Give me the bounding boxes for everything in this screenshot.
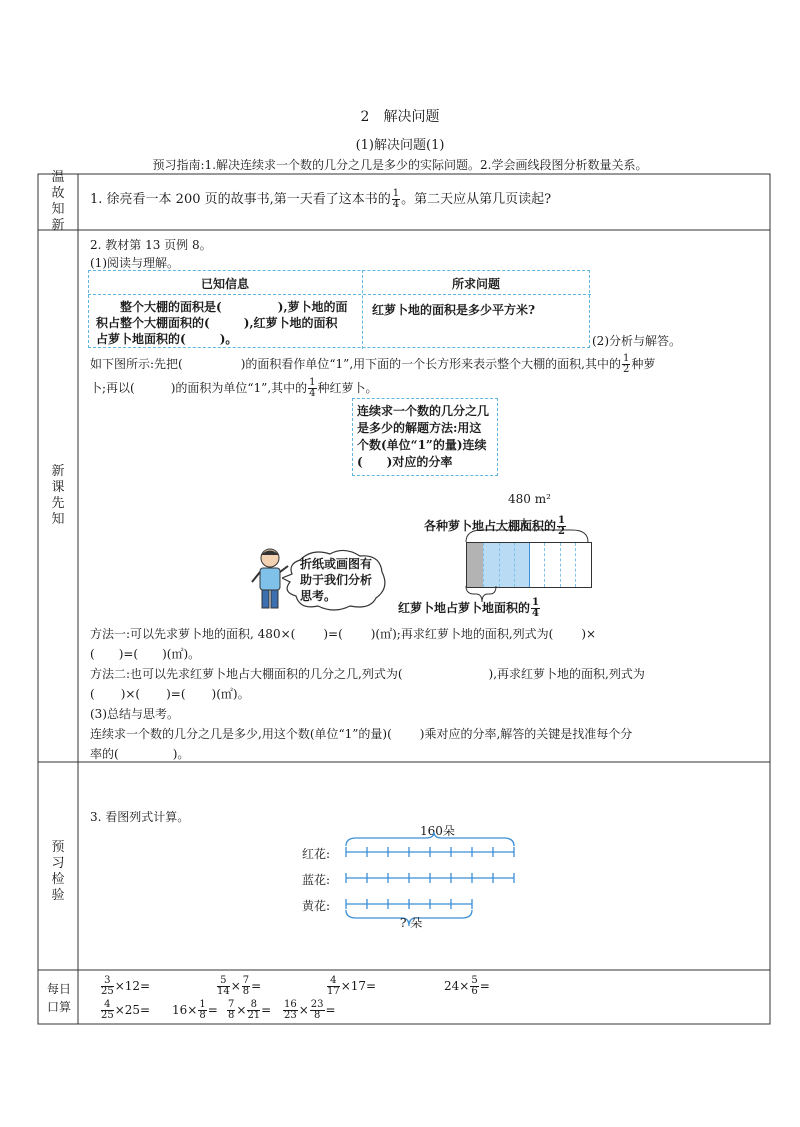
calc-expr-4: 24× $\frac{5}{6}$ =: [444, 975, 490, 997]
question-1: [90, 188, 551, 210]
method-1-line-2: ( )=( )(㎡)。: [90, 647, 201, 661]
ask-text: 红萝卜地的面积是多少平方米?: [372, 303, 536, 317]
method-box: 连续求一个数的几分之几是多少的解题方法:用这个数(单位“1”的量)连续( )对应的分率: [352, 398, 498, 476]
segment-total-label: 160朵: [420, 824, 455, 838]
calc-expr-1: $\frac{3}{25}$ ×12=: [101, 975, 151, 997]
method-2-line-1: 方法二:也可以先求红萝卜地占大棚面积的几分之几,列式为( ),再求红萝卜地的面积,列式为: [90, 667, 645, 681]
lesson-title: 2 解决问题: [360, 109, 440, 125]
brace-top-label: 各种萝卜地占大棚面积的 $\frac{1}{2}$: [424, 515, 565, 537]
calc-expr-2: $\frac{5}{14}$ × $\frac{7}{8}$ =: [217, 975, 262, 997]
yellow-flower-label: 黄花:: [302, 899, 331, 913]
blue-flower-label: 蓝花:: [302, 873, 331, 887]
summary-line-1: 连续求一个数的几分之几是多少,用这个数(单位“1”的量)( )乘对应的分率,解答的关键是找准每个分: [90, 727, 633, 741]
section-label-daily-calc: 每日 口算: [46, 982, 72, 1014]
half-fraction: $\frac{1}{2}$: [622, 353, 630, 375]
q2-read: (1)阅读与理解。: [90, 256, 179, 270]
section-label-review: 温 故 知 新: [51, 170, 65, 233]
summary-label: (3)总结与思考。: [90, 707, 179, 721]
calc-expr-5: $\frac{4}{25}$ ×25=: [101, 999, 151, 1021]
sub-title: (1)解决问题(1): [355, 138, 445, 153]
bubble-text: 折纸或画图有助于我们分析思考。: [300, 557, 373, 603]
section-label-preview-check: 预 习 检 验: [51, 840, 65, 903]
info-table-header-line: [88, 294, 591, 295]
guide-text: 预习指南:1.解决连续求一个数的几分之几是多少的实际问题。2.学会画线段图分析数量关系。: [152, 158, 648, 172]
section-label-new-lesson: 新 课 先 知: [51, 464, 65, 527]
red-flower-label: 红花:: [302, 847, 331, 861]
calc-expr-7: $\frac{7}{8}$ × $\frac{8}{21}$ =: [228, 999, 272, 1021]
q2-intro: 2. 教材第 13 页例 8。: [90, 238, 212, 252]
known-info: 整个大棚的面积是( ),萝卜地的面 积占整个大棚面积的( ),红萝卜地的面积 占萝卜地面积的( )。: [96, 300, 348, 346]
brace-bottom-label: 红萝卜地占萝卜地面积的 $\frac{1}{4}$: [398, 597, 539, 619]
ask-header: 所求问题: [451, 277, 500, 291]
method-1-line-1: 方法一:可以先求萝卜地的面积, 480×( )=( )(㎡);再求红萝卜地的面积,列式为( )×: [90, 627, 597, 641]
radish-area: [483, 543, 529, 587]
summary-line-2: 率的( )。: [90, 747, 190, 761]
known-header: 已知信息: [200, 277, 249, 291]
analysis-line-1: 如下图所示:先把( )的面积看作单位“1”,用下面的一个长方形来表示整个大棚的面积,其中的 $\frac{1}{2}$ 种萝: [90, 353, 656, 375]
q1-text-a: 1. 徐亮看一本 200 页的故事书,第一天看了这本书的: [90, 192, 391, 207]
quarter-fraction: $\frac{1}{4}$: [309, 377, 316, 399]
calc-expr-6: 16× $\frac{1}{8}$ =: [172, 999, 218, 1021]
method-2-line-2: ( )×( )=( )(㎡)。: [90, 687, 250, 701]
total-brace: [346, 832, 514, 846]
diagram-total: 480 m²: [508, 492, 551, 506]
greenhouse-rectangle: [466, 542, 592, 588]
calc-expr-8: $\frac{16}{23}$ × $\frac{23}{8}$ =: [284, 999, 336, 1021]
segment-diagram: [336, 830, 536, 930]
q1-text-b: 。第二天应从第几页读起?: [401, 192, 552, 207]
analyze-label: (2)分析与解答。: [592, 334, 681, 348]
q1-fraction: $\frac{1}{4}$: [392, 188, 400, 210]
question-3: 3. 看图列式计算。: [90, 810, 190, 824]
analysis-line-2: 卜;再以( )的面积为单位“1”,其中的 $\frac{1}{4}$ 种红萝卜。: [90, 377, 378, 399]
calc-expr-3: $\frac{4}{17}$ ×17=: [327, 975, 377, 997]
unknown-label: ? 朵: [400, 916, 423, 930]
red-radish-area: [467, 543, 483, 587]
